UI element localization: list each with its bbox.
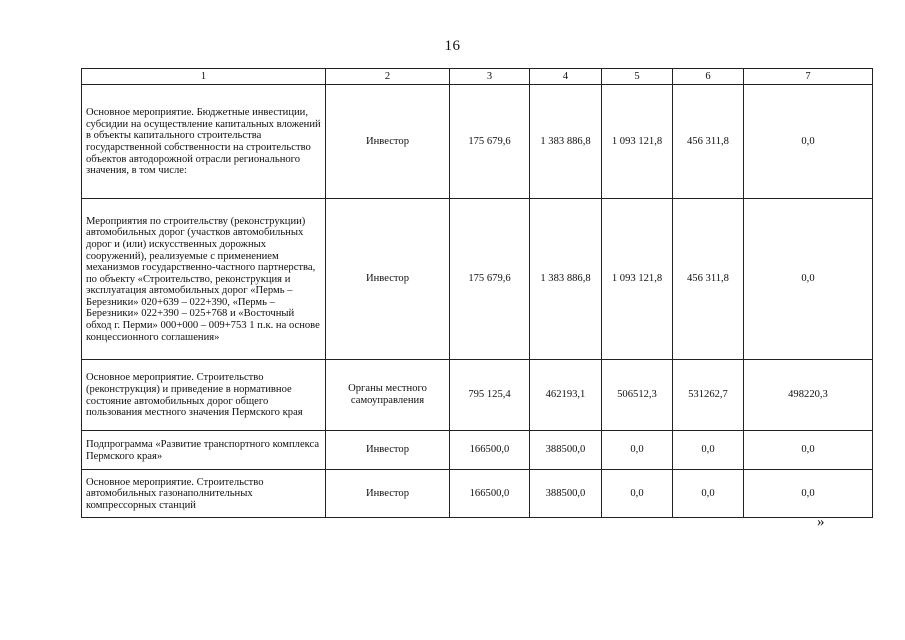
row-value-5: 0,0 [602, 470, 673, 518]
row-value-6: 531262,7 [673, 360, 744, 431]
table-row [82, 431, 873, 470]
row-value-5: 0,0 [602, 431, 673, 470]
row-value-3: 166500,0 [450, 431, 530, 470]
page-number: 16 [444, 38, 461, 54]
row-value-6: 456 311,8 [673, 199, 744, 360]
row-value-7: 0,0 [744, 199, 873, 360]
column-header-7: 7 [744, 69, 873, 85]
table-header-row [82, 69, 873, 85]
row-executor: Инвестор [326, 431, 450, 470]
row-value-6: 0,0 [673, 470, 744, 518]
column-header-3: 3 [450, 69, 530, 85]
row-value-7: 0,0 [744, 431, 873, 470]
row-value-4: 1 383 886,8 [530, 85, 602, 199]
row-value-4: 462193,1 [530, 360, 602, 431]
row-name: Основное мероприятие. Строительство (реконструкция) и приведение в нормативное состояние автомобильных дорог общего пользования местного значения Пермского края [82, 360, 326, 431]
row-value-3: 166500,0 [450, 470, 530, 518]
column-header-2: 2 [326, 69, 450, 85]
row-value-5: 506512,3 [602, 360, 673, 431]
column-header-6: 6 [673, 69, 744, 85]
row-name: Основное мероприятие. Бюджетные инвестиции, субсидии на осуществление капитальных вложений в объекты капитального строительства государственной собственности на строительство объектов автодорожной отрасли регионального значения, в том числе: [82, 85, 326, 199]
row-executor: Органы местного самоуправления [326, 360, 450, 431]
row-value-7: 0,0 [744, 85, 873, 199]
column-header-4: 4 [530, 69, 602, 85]
table-row [82, 199, 873, 360]
row-value-7: 0,0 [744, 470, 873, 518]
row-value-6: 0,0 [673, 431, 744, 470]
row-executor: Инвестор [326, 85, 450, 199]
column-header-5: 5 [602, 69, 673, 85]
row-value-4: 388500,0 [530, 470, 602, 518]
row-value-5: 1 093 121,8 [602, 85, 673, 199]
budget-table [81, 68, 873, 518]
table-row [82, 85, 873, 199]
table-row [82, 470, 873, 518]
row-value-7: 498220,3 [744, 360, 873, 431]
row-executor: Инвестор [326, 470, 450, 518]
row-value-5: 1 093 121,8 [602, 199, 673, 360]
row-value-4: 388500,0 [530, 431, 602, 470]
row-value-3: 175 679,6 [450, 85, 530, 199]
column-header-1: 1 [82, 69, 326, 85]
row-value-3: 795 125,4 [450, 360, 530, 431]
table-row [82, 360, 873, 431]
row-name: Мероприятия по строительству (реконструкции) автомобильных дорог (участков автомобильных дорог и (или) искусственных дорожных сооружений), реализуемые с применением механизмов государственно-частного партнерства, по объекту «Строительство, реконструкция и эксплуатация автомобильных дорог «Пермь – Березники» 020+639 – 022+390, «Пермь – Березники» 022+390 – 025+768 и «Восточный обход г. Перми» 000+000 – 009+753 1 п.к. на основе концессионного соглашения» [82, 199, 326, 360]
row-executor: Инвестор [326, 199, 450, 360]
closing-quote-mark: » [817, 514, 825, 530]
row-name: Подпрограмма «Развитие транспортного комплекса Пермского края» [82, 431, 326, 470]
row-value-4: 1 383 886,8 [530, 199, 602, 360]
row-name: Основное мероприятие. Строительство автомобильных газонаполнительных компрессорных станций [82, 470, 326, 518]
row-value-6: 456 311,8 [673, 85, 744, 199]
row-value-3: 175 679,6 [450, 199, 530, 360]
